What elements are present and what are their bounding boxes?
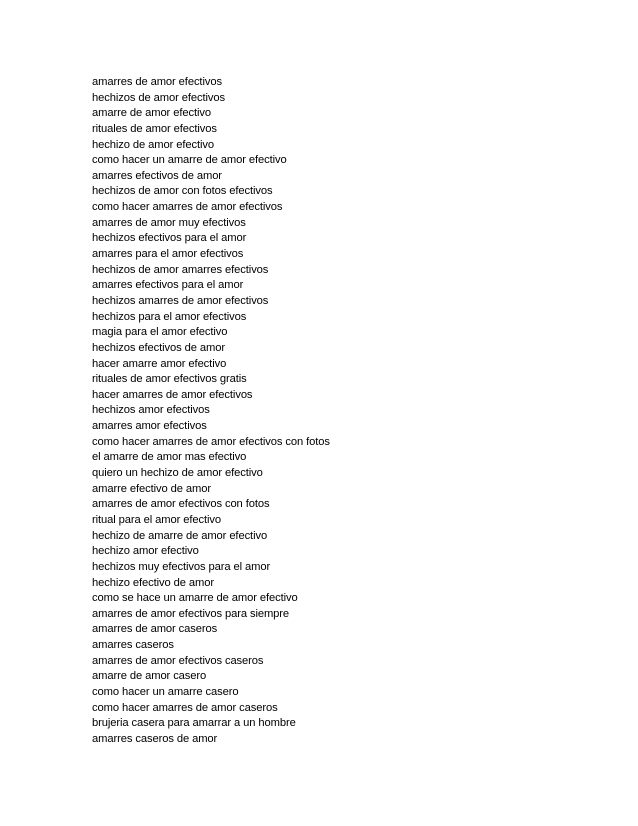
list-item: hacer amarre amor efectivo	[92, 357, 227, 370]
list-item: amarres caseros de amor	[92, 732, 218, 745]
list-item: amarres efectivos de amor	[92, 169, 222, 182]
list-item: amarres de amor muy efectivos	[92, 216, 246, 229]
list-item: brujeria casera para amarrar a un hombre	[92, 717, 296, 730]
list-item: rituales de amor efectivos gratis	[92, 373, 247, 386]
list-item: amarres de amor efectivos	[92, 76, 222, 88]
list-item: como se hace un amarre de amor efectivo	[92, 592, 298, 605]
list-item: magia para el amor efectivo	[92, 326, 228, 339]
list-item: hechizos efectivos de amor	[92, 341, 225, 354]
list-item: amarre efectivo de amor	[92, 482, 211, 495]
list-item: ritual para el amor efectivo	[92, 513, 222, 526]
list-item: hacer amarres de amor efectivos	[92, 388, 253, 401]
list-item: hechizos amarres de amor efectivos	[92, 294, 269, 307]
list-item: amarres caseros	[92, 639, 174, 652]
list-item: amarres de amor efectivos para siempre	[92, 607, 290, 620]
list-item: hechizo de amor efectivo	[92, 138, 214, 151]
list-item: hechizo amor efectivo	[92, 545, 199, 558]
list-item: quiero un hechizo de amor efectivo	[92, 467, 263, 480]
list-item: amarres de amor caseros	[92, 623, 218, 636]
list-item: amarres para el amor efectivos	[92, 248, 244, 261]
list-item: amarres de amor efectivos caseros	[92, 654, 264, 667]
list-item: como hacer un amarre de amor efectivo	[92, 154, 287, 167]
list-item: hechizos amor efectivos	[92, 404, 210, 417]
list-item: amarres de amor efectivos con fotos	[92, 498, 270, 511]
list-item: hechizos efectivos para el amor	[92, 232, 247, 245]
list-item: hechizos muy efectivos para el amor	[92, 560, 271, 573]
list-item: amarres amor efectivos	[92, 420, 207, 433]
list-item: amarre de amor casero	[92, 670, 207, 683]
list-item: hechizo de amarre de amor efectivo	[92, 529, 268, 542]
list-item: hechizos de amor amarres efectivos	[92, 263, 269, 276]
list-item: hechizos de amor con fotos efectivos	[92, 185, 273, 198]
list-item: amarre de amor efectivo	[92, 107, 211, 120]
keyword-list	[92, 75, 330, 748]
list-item: hechizo efectivo de amor	[92, 576, 214, 589]
list-item: hechizos de amor efectivos	[92, 91, 225, 104]
list-item: amarres efectivos para el amor	[92, 279, 244, 292]
list-item: hechizos para el amor efectivos	[92, 310, 247, 323]
list-item: como hacer amarres de amor caseros	[92, 701, 278, 714]
list-item: como hacer amarres de amor efectivos con fotos	[92, 435, 330, 448]
list-item: el amarre de amor mas efectivo	[92, 451, 247, 464]
list-item: como hacer un amarre casero	[92, 685, 239, 698]
list-item: como hacer amarres de amor efectivos	[92, 201, 283, 214]
list-item: rituales de amor efectivos	[92, 122, 217, 135]
